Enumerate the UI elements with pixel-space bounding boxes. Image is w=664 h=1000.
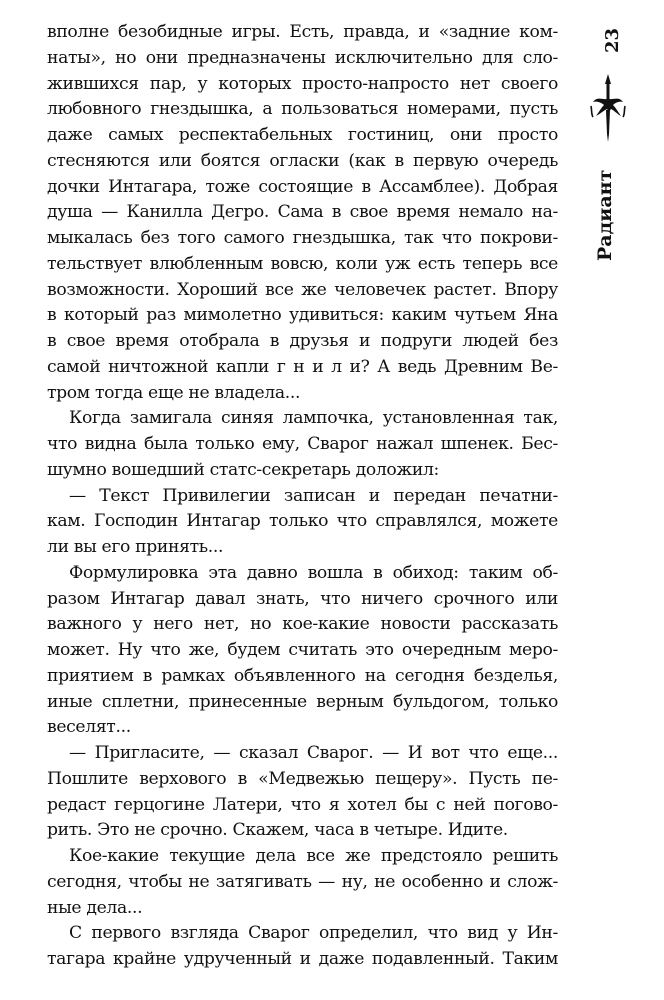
text-line: Когда замигала синяя лампочка, установленная так, bbox=[69, 408, 558, 429]
text-line: рить. Это не срочно. Скажем, часа в четыре. Идите. bbox=[47, 820, 508, 841]
text-line: вполне безобидные игры. Есть, правда, и «задние ком- bbox=[47, 22, 558, 42]
body-text bbox=[47, 20, 558, 973]
text-line: приятием в рамках объявленного на сегодня безделья, bbox=[47, 665, 558, 686]
text-line: даже самых респектабельных гостиниц, они просто bbox=[47, 125, 558, 145]
text-line: — Текст Привилегии записан и передан печатни- bbox=[69, 485, 558, 506]
text-line: сегодня, чтобы не затягивать — ну, не особенно и слож- bbox=[47, 871, 558, 892]
text-line: шумно вошедший статс-секретарь доложил: bbox=[47, 459, 439, 480]
text-line: стесняются или боятся огласки (как в первую очередь bbox=[47, 150, 558, 171]
text-line: наты», но они предназначены исключительно для сло- bbox=[47, 47, 558, 68]
text-line: Формулировка эта давно вошла в обиход: таким об- bbox=[69, 562, 558, 583]
text-line: иные сплетни, принесенные верным бульдогом, только bbox=[47, 691, 558, 712]
text-line: в свое время отобрала в друзья и подруги людей без bbox=[47, 331, 558, 351]
text-line: Пошлите верхового в «Медвежью пещеру». Пусть пе- bbox=[47, 768, 558, 789]
text-line: веселят... bbox=[47, 717, 131, 738]
text-line: любовного гнездышка, а пользоваться номерами, пусть bbox=[47, 99, 558, 120]
text-line: жившихся пар, у которых просто-напросто нет своего bbox=[47, 73, 558, 94]
text-line: С первого взгляда Сварог определил, что вид у Ин- bbox=[69, 923, 558, 944]
text-line: важного у него нет, но кое-какие новости рассказать bbox=[47, 614, 558, 635]
text-line: Кое-какие текущие дела все же предстояло решить bbox=[69, 846, 558, 866]
text-line: мыкалась без того самого гнездышка, так что покрови- bbox=[47, 228, 558, 248]
sword-ornament-icon bbox=[585, 72, 631, 144]
text-line: кам. Господин Интагар только что справлялся, можете bbox=[47, 511, 558, 532]
text-line: что видна была только ему, Сварог нажал шпенек. Бес- bbox=[47, 434, 558, 454]
text-line: душа — Канилла Дегро. Сама в свое время немало на- bbox=[47, 202, 558, 223]
page-number: 23 bbox=[602, 27, 624, 54]
running-title: Радиант bbox=[594, 169, 616, 261]
text-line: тельствует влюбленным вовсю, коли уж есть теперь все bbox=[47, 253, 558, 274]
text-line: тагара крайне удрученный и даже подавленный. Таким bbox=[47, 949, 558, 969]
text-line: редаст герцогине Латери, что я хотел бы с ней погово- bbox=[47, 794, 558, 815]
text-line: возможности. Хороший все же человечек растет. Впору bbox=[47, 279, 558, 300]
text-line: дочки Интагара, тоже состоящие в Ассамблее). Добрая bbox=[47, 176, 558, 197]
text-line: в который раз мимолетно удивиться: каким чутьем Яна bbox=[47, 305, 558, 326]
text-line: самой ничтожной капли г н и л и? А ведь Древним Ве- bbox=[47, 356, 558, 377]
text-line: разом Интагар давал знать, что ничего срочного или bbox=[47, 588, 558, 609]
text-line: — Пригласите, — сказал Сварог. — И вот что еще... bbox=[69, 743, 558, 763]
text-line: ли вы его принять... bbox=[47, 537, 224, 557]
text-line: тром тогда еще не владела... bbox=[47, 382, 301, 403]
text-line: может. Ну что же, будем считать это очередным меро- bbox=[47, 640, 558, 660]
text-line: ные дела... bbox=[47, 897, 143, 918]
